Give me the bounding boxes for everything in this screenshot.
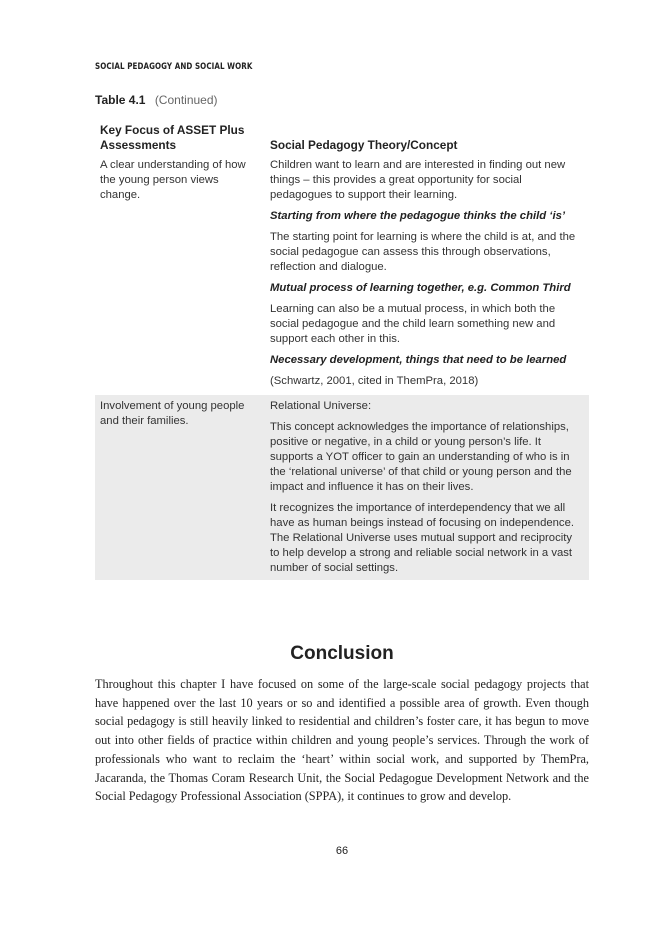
running-head: SOCIAL PEDAGOGY AND SOCIAL WORK — [95, 62, 253, 72]
conclusion-body: Throughout this chapter I have focused on some of the large-scale social pedagogy projects that have happened over the last 10 years or so and identified a possible area of growth. Even though social pedagogy is still heavily linked to residential and children’s foster care, it has begun to move out into other fields of practice within children and young people’s services. Through the work of professionals who want to reclaim the ‘heart’ within social work, and supported by ThemPra, Jacaranda, the Thomas Coram Research Unit, the Social Pedagogue Development Network and the Social Pedagogy Professional Association (SPPA), it continues to grow and develop. — [95, 677, 589, 804]
row1-citation: (Schwartz, 2001, cited in ThemPra, 2018) — [270, 375, 479, 387]
row1-paragraph-1: Children want to learn and are interested in finding out new things – this provides a great opportunity for social pedagogues to support their learning. — [270, 159, 566, 201]
row1-paragraph-2: The starting point for learning is where the child is at, and the social pedagogue can assess this through observations, reflection and dialogue. — [270, 231, 576, 273]
page-number: 66 — [335, 845, 349, 857]
row2-paragraph-2: This concept acknowledges the importance of relationships, positive or negative, in a child or young person’s life. It supports a YOT officer to gain an understanding of who is in the ‘relational universe’ of that child or young person and the impact and influence it has on their lives. — [270, 421, 572, 493]
table-caption — [95, 93, 218, 107]
table-header-row — [95, 119, 589, 153]
header-key-focus: Key Focus of ASSET Plus Assessments — [100, 123, 245, 152]
table-number: Table 4.1 — [95, 93, 146, 107]
header-theory-concept: Social Pedagogy Theory/Concept — [270, 138, 458, 152]
row2-concepts — [265, 395, 589, 580]
row1-focus: A clear understanding of how the young person views change. — [100, 159, 246, 201]
assessment-table — [95, 119, 589, 580]
row1-paragraph-3: Learning can also be a mutual process, in which both the social pedagogue and the child learn something new and support each other in this. — [270, 303, 556, 345]
row1-subheading-3: Necessary development, things that need to be learned — [270, 354, 567, 366]
row1-subheading-1: Starting from where the pedagogue thinks the child ‘is’ — [270, 210, 566, 222]
row2-focus: Involvement of young people and their families. — [95, 395, 265, 580]
row1-concepts — [265, 153, 589, 395]
table-row — [95, 153, 589, 395]
row2-paragraph-3: It recognizes the importance of interdependency that we all have as human beings instead of focusing on independence. The Relational Universe uses mutual support and reciprocity to help develop a strong and reliable social network in a vast number of social settings. — [270, 502, 574, 574]
table-continued-label: (Continued) — [154, 93, 218, 107]
conclusion-heading: Conclusion — [290, 643, 394, 664]
row1-subheading-2: Mutual process of learning together, e.g. Common Third — [270, 282, 571, 294]
row2-paragraph-1: Relational Universe: — [270, 400, 372, 412]
table-row — [95, 395, 589, 580]
